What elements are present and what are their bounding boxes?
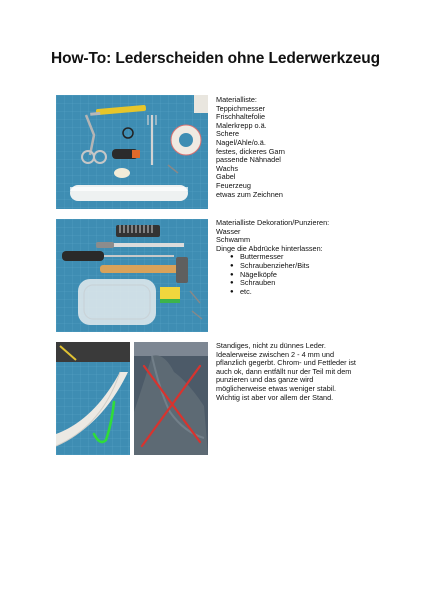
leather-text-line: punzieren und das ganze wird [216, 375, 314, 385]
materials-list [216, 96, 285, 199]
imprint-tool-item: ● Nägelköpfe [230, 271, 329, 280]
decoration-item: Schwamm [216, 235, 251, 245]
material-item: Frischhaltefolie [216, 112, 266, 122]
imprint-tools-list [216, 253, 329, 296]
leather-text-line: Idealerweise zwischen 2 - 4 mm und [216, 349, 335, 359]
material-item: Gabel [216, 172, 236, 182]
stiff-leather-photo [56, 342, 130, 455]
material-item: Nagel/Ahle/o.ä. [216, 137, 266, 147]
material-item: Teppichmesser [216, 103, 266, 113]
material-item: festes, dickeres Garn [216, 146, 285, 156]
material-item: Feuerzeug [216, 180, 251, 190]
decoration-heading: Materialliste Dekoration/Punzieren: [216, 218, 330, 227]
decoration-list [216, 219, 329, 296]
leather-description [216, 342, 356, 402]
leather-text-line: Wichtig ist aber vor allem der Stand. [216, 392, 334, 402]
leather-text-line: pflanzlich gegerbt. Chrom- und Fettleder ist [216, 358, 356, 368]
leather-text-line: Standiges, nicht zu dünnes Leder. [216, 341, 326, 350]
imprint-tool-item: ● Schraubenzieher/Bits [230, 262, 329, 271]
material-item: Schere [216, 129, 240, 139]
decoration-item: Wasser [216, 226, 241, 236]
leather-text-line: auch ok, dann entfällt nur der Teil mit dem [216, 366, 352, 376]
decoration-item: Dinge die Abdrücke hinterlassen: [216, 243, 323, 253]
materials-heading: Materialliste: [216, 95, 257, 104]
material-item: Wachs [216, 163, 239, 173]
imprint-tool-item: ● Buttermesser [230, 253, 329, 262]
material-item: passende Nähnadel [216, 155, 281, 165]
material-item: Malerkrepp o.ä. [216, 120, 267, 130]
floppy-leather-crossed-photo [134, 342, 208, 455]
material-item: etwas zum Zeichnen [216, 189, 283, 199]
leather-text-line: möglicherweise etwas weniger stabil. [216, 383, 337, 393]
tools-photo [56, 95, 208, 209]
page-title: How-To: Lederscheiden ohne Lederwerkzeug [51, 50, 381, 67]
decoration-tools-photo [56, 219, 208, 332]
imprint-tool-item: ● etc. [230, 288, 329, 297]
imprint-tool-item: ● Schrauben [230, 279, 329, 288]
